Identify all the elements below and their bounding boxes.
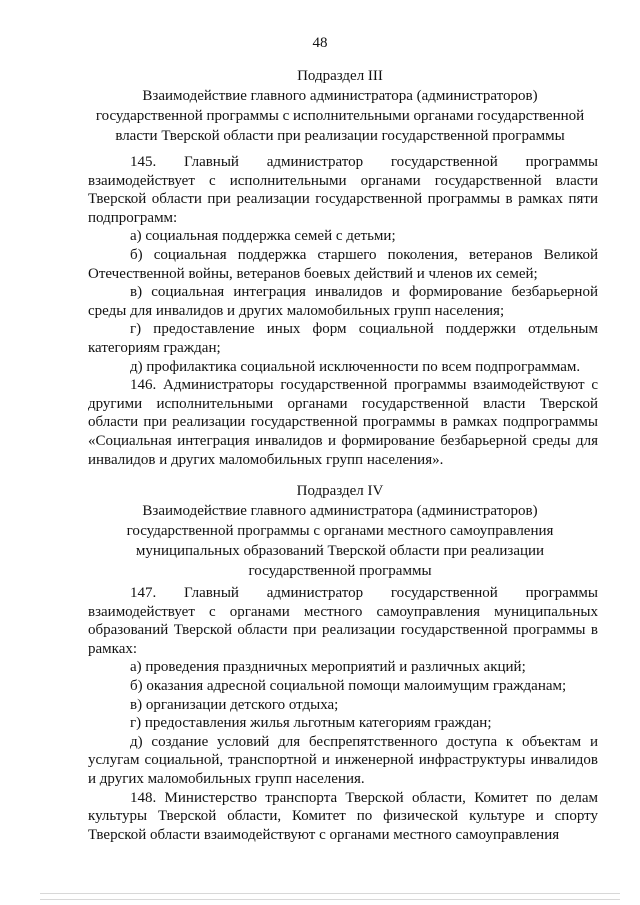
list-item-a: а) проведения праздничных мероприятий и различных акций; (130, 659, 526, 676)
list-item-v: в) организации детского отдыха; (130, 696, 339, 713)
subsection-3-body (88, 153, 598, 469)
list-item-g: г) предоставление иных форм социальной поддержки отдельным категориям граждан; (88, 321, 598, 356)
list-item-g: г) предоставления жилья льготным категориям граждан; (130, 715, 492, 732)
subsection-4-title-line: Взаимодействие главного администратора (администраторов) (142, 503, 538, 519)
subsection-4-title-line: государственной программы с органами местного самоуправления (126, 523, 554, 539)
paragraph-147: 147. Главный администратор государственной программы взаимодействует с органами местного самоуправления муниципальных образований Тверской области при реализации государственной программы в рамках: (88, 585, 598, 657)
paragraph-146: 146. Администраторы государственной программы взаимодействуют с другими исполнительными органами государственной власти Тверской области при реализации государственной программы в рамках подпрограммы «Социальная интеграция инвалидов и формирование безбарьерной среды для инвалидов и других маломобильных групп населения». (88, 377, 598, 468)
paragraph-148: 148. Министерство транспорта Тверской области, Комитет по делам культуры Тверской области, Комитет по физической культуре и спорту Тверской области взаимодействуют с органами местного самоуправления (88, 789, 598, 843)
subsection-3-heading-block (60, 66, 620, 146)
subsection-3-heading: Подраздел III (297, 68, 383, 84)
subsection-3-title-line: власти Тверской области при реализации государственной программы (115, 128, 565, 144)
subsection-4-title-line: муниципальных образований Тверской области при реализации (135, 543, 545, 559)
subsection-3-title-line: государственной программы с исполнительными органами государственной (95, 108, 585, 124)
page-number: 48 (312, 35, 328, 51)
paragraph-145: 145. Главный администратор государственной программы взаимодействует с исполнительными органами государственной власти Тверской области при реализации государственной программы в рамках пяти подпрограмм: (88, 154, 598, 226)
list-item-d: д) профилактика социальной исключенности по всем подпрограммам. (130, 358, 581, 375)
scan-edge-line (40, 899, 620, 900)
list-item-b: б) оказания адресной социальной помощи малоимущим гражданам; (130, 677, 567, 694)
list-item-v: в) социальная интеграция инвалидов и формирование безбарьерной среды для инвалидов и других маломобильных групп населения; (88, 284, 598, 319)
subsection-4-heading: Подраздел IV (296, 483, 384, 499)
subsection-3-title-line: Взаимодействие главного администратора (администраторов) (142, 88, 538, 104)
scan-edge-line (40, 893, 620, 894)
subsection-4-title-line: государственной программы (248, 563, 432, 579)
list-item-d: д) создание условий для беспрепятственного доступа к объектам и услугам социальной, транспортной и инженерной инфраструктуры инвалидов и других маломобильных групп населения. (88, 733, 598, 787)
list-item-a: а) социальная поддержка семей с детьми; (130, 228, 396, 245)
subsection-4-body (88, 584, 598, 844)
subsection-4-heading-block (60, 481, 620, 581)
list-item-b: б) социальная поддержка старшего поколения, ветеранов Великой Отечественной войны, ветеранов боевых действий и членов их семей; (88, 246, 598, 282)
